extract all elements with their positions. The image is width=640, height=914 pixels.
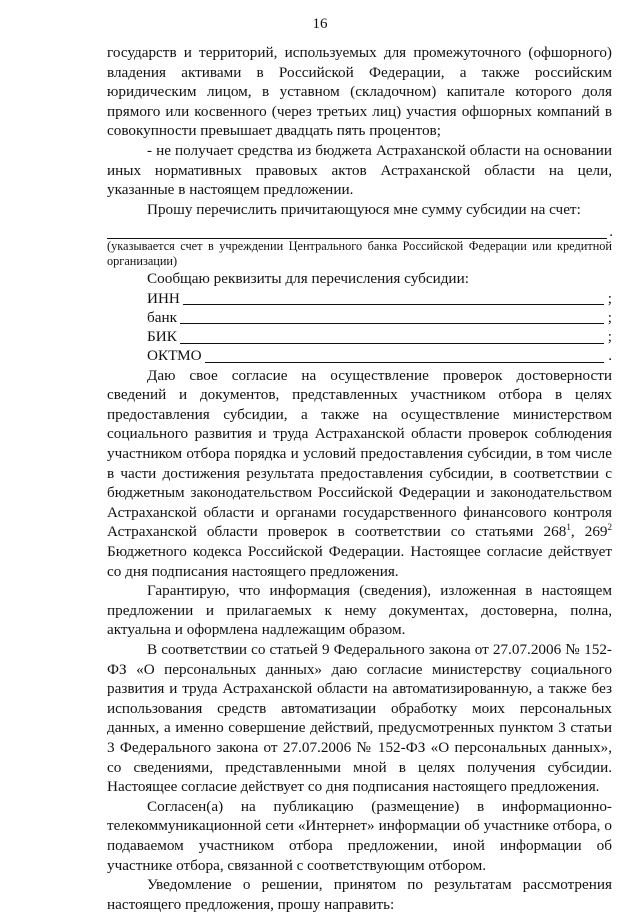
requisite-row-oktmo — [107, 347, 612, 366]
requisite-label-bank: банк — [147, 308, 177, 326]
paragraph-personal-data-consent: В соответствии со статьей 9 Федерального закона от 27.07.2006 № 152-ФЗ «О персональных данных» даю согласие министерству социального развития и труда Астраханской области на автоматизированную, а также без использования средств автоматизации обработку моих персональных данных, а именно совершение действий, предусмотренных пунктом 3 статьи 3 Федерального закона от 27.07.2006 № 152-ФЗ «О персональных данных», со сведениями, представленными мной в целях получения субсидии. Настоящее согласие действует со дня подписания настоящего предложения. — [107, 641, 612, 796]
requisite-label-oktmo: ОКТМО — [147, 347, 202, 365]
article-268-superscript: 1 — [566, 522, 571, 533]
verification-consent-text-3: Бюджетного кодекса Российской Федерации. Настоящее согласие действует со дня подписания настоящего предложения. — [107, 543, 612, 580]
paragraph-offshore-continuation: государств и территорий, используемых для промежуточного (офшорного) владения активами в Российской Федерации, а также российским юридическим лицом, в уставном (складочном) капитале которого доля прямого или косвенного (через третьих лиц) участия офшорных компаний в совокупности превышает двадцать пять процентов; — [107, 44, 612, 140]
requisite-label-inn: ИНН — [147, 289, 180, 307]
requisite-row-bik — [107, 327, 612, 346]
document-body — [107, 43, 612, 914]
paragraph-notification-request: Уведомление о решении, принятом по результатам рассмотрения настоящего предложения, прошу направить: — [107, 876, 612, 913]
requisite-row-inn — [107, 289, 612, 308]
paragraph-no-budget-funds: - не получает средства из бюджета Астраханской области на основании иных нормативных правовых актов Астраханской области на цели, указанные в настоящем предложении. — [107, 141, 612, 199]
requisite-fill-line-oktmo — [205, 348, 604, 363]
requisite-fill-line-bank — [180, 309, 604, 324]
requisite-end-oktmo: . — [608, 347, 612, 365]
requisite-label-bik: БИК — [147, 327, 177, 345]
requisite-fill-line-bik — [180, 329, 604, 344]
verification-consent-text-1: Даю свое согласие на осуществление проверок достоверности сведений и документов, представленных участником отбора в целях предоставления субсидии, а также на осуществление министерством социального развития и труда Астраханской области проверок соблюдения участником отбора порядка и условий предоставления субсидии, в том числе в части достижения результата предоставления субсидии, в соответствии с бюджетным законодательством Российской Федерации и законодательством Астраханской области и органами государственного финансового контроля Астраханской области проверок в соответствии со статьями 268 — [107, 366, 612, 541]
requisites-intro: Сообщаю реквизиты для перечисления субсидии: — [147, 270, 469, 288]
account-fill-line — [107, 221, 613, 240]
paragraph-publication-consent: Согласен(а) на публикацию (размещение) в информационно-телекоммуникационной сети «Интернет» информации об участнике отбора, о подаваемом участником отбора предложении, иной информации об участнике отбора, связанной с соответствующим отбором. — [107, 797, 612, 874]
account-note: (указывается счет в учреждении Центрального банка Российской Федерации или кредитной организации) — [107, 239, 612, 269]
verification-consent-text-2: , 269 — [570, 523, 608, 541]
paragraph-information-guarantee: Гарантирую, что информация (сведения), изложенная в настоящем предложении и прилагаемых к нему документах, достоверна, полна, актуальна и оформлена надлежащим образом. — [107, 582, 612, 639]
requisite-row-bank — [107, 308, 612, 327]
requisite-end-inn: ; — [607, 289, 612, 307]
article-269-superscript: 2 — [607, 522, 613, 533]
account-line-end: . — [609, 222, 613, 240]
requisite-fill-line-inn — [183, 290, 604, 305]
requisite-end-bik: ; — [607, 327, 612, 345]
paragraph-verification-consent — [107, 366, 612, 582]
paragraph-account-request: Прошу перечислить причитающуюся мне сумму субсидии на счет: — [147, 200, 581, 218]
page-number: 16 — [312, 16, 328, 32]
requisite-end-bank: ; — [607, 308, 612, 326]
